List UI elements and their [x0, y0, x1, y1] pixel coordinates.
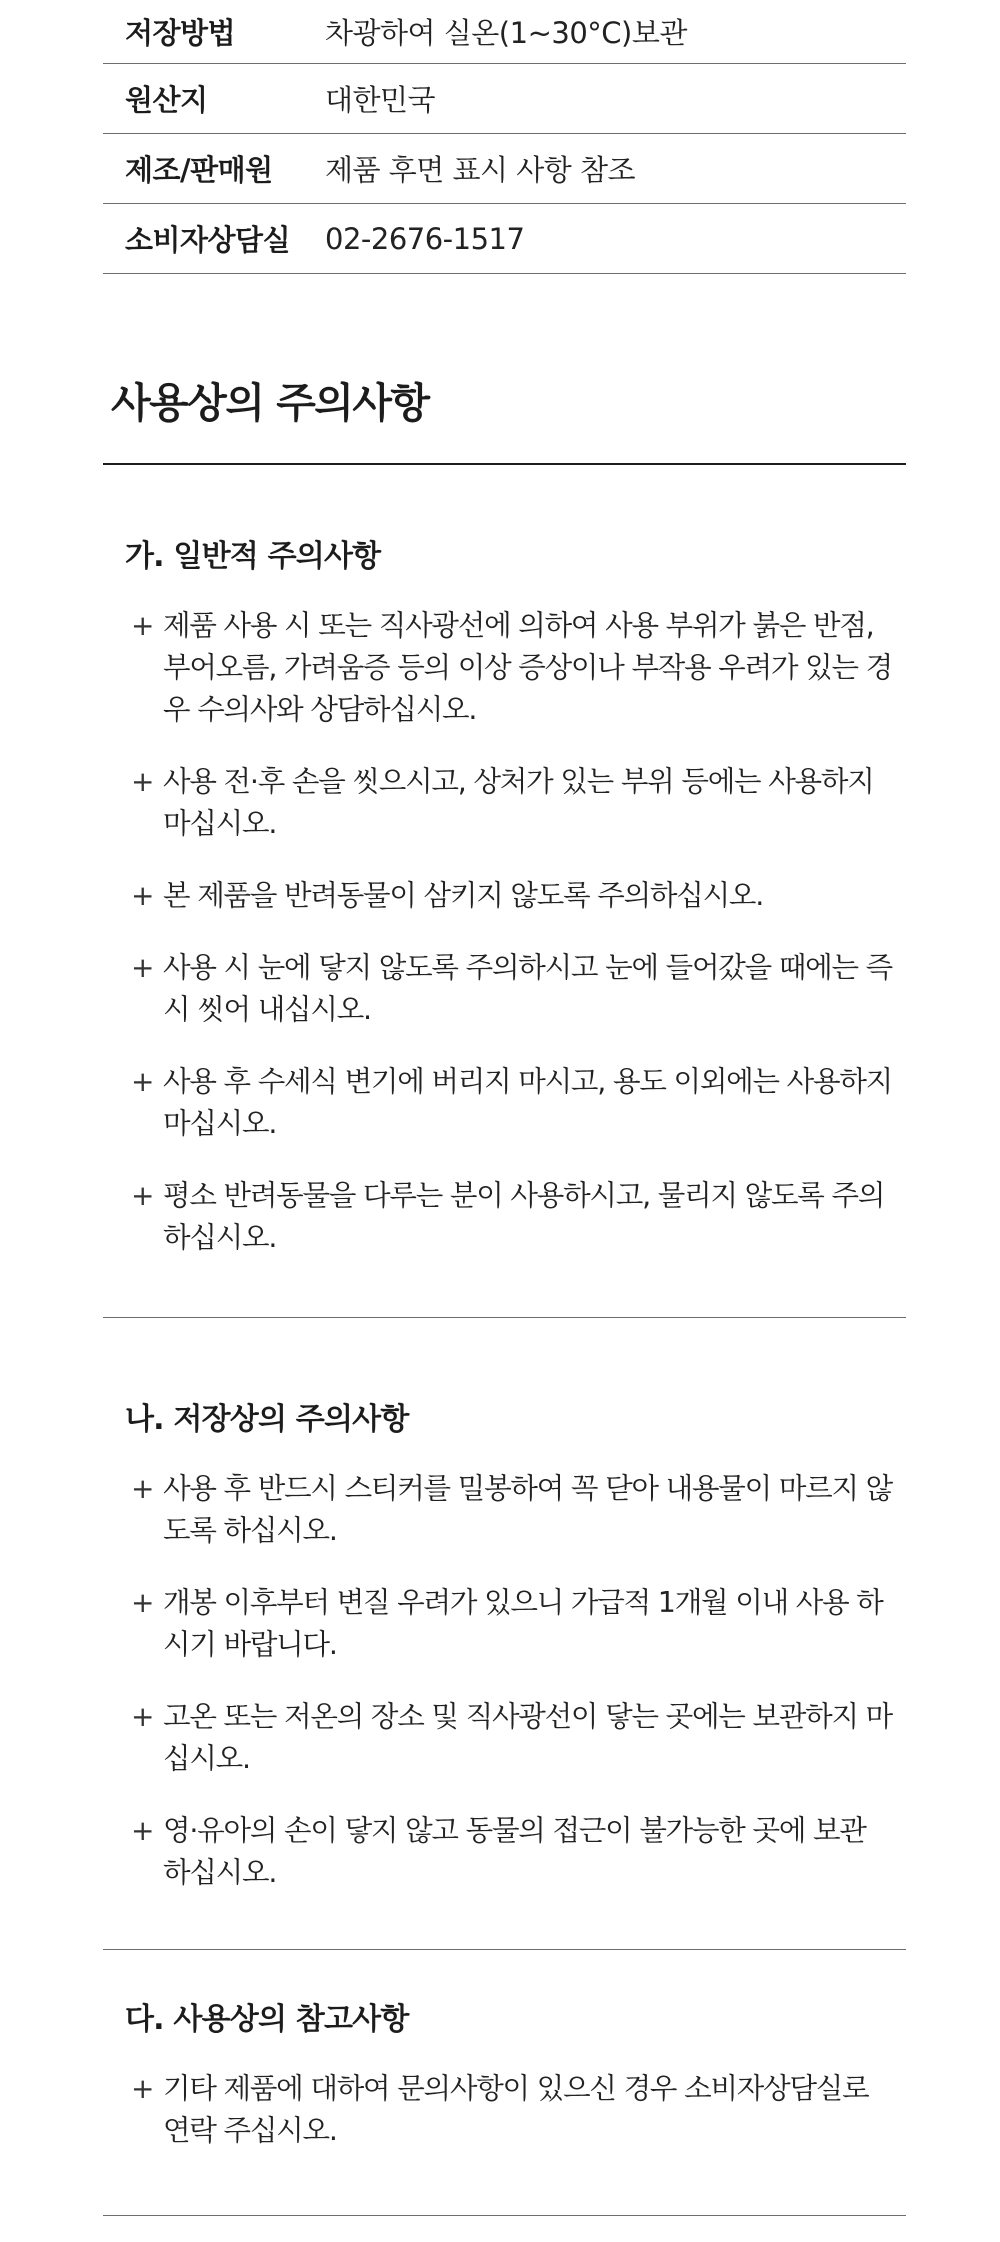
plus-icon: +	[131, 1586, 154, 1620]
precaution-list	[103, 2068, 906, 2152]
list-item	[103, 605, 906, 731]
item-text: 개봉 이후부터 변질 우려가 있으니 가급적 1개월 이내 사용 하시기 바랍니다.	[163, 1586, 883, 1662]
group-title: 다. 사용상의 참고사항	[125, 2002, 409, 2038]
plus-icon: +	[131, 609, 154, 643]
plus-icon: +	[131, 879, 154, 913]
spec-key: 제조/판매원	[125, 153, 273, 187]
plus-icon: +	[131, 1472, 154, 1506]
item-text: 사용 후 반드시 스티커를 밀봉하여 꼭 닫아 내용물이 마르지 않도록 하십시오.	[163, 1472, 893, 1548]
plus-icon: +	[131, 1814, 154, 1848]
precaution-group-reference	[103, 1950, 906, 2216]
precaution-list	[103, 605, 906, 1259]
item-text: 고온 또는 저온의 장소 및 직사광선이 닿는 곳에는 보관하지 마십시오.	[163, 1700, 893, 1776]
list-item	[103, 1175, 906, 1259]
plus-icon: +	[131, 1700, 154, 1734]
item-text: 본 제품을 반려동물이 삼키지 않도록 주의하십시오.	[163, 879, 764, 913]
plus-icon: +	[131, 1179, 154, 1213]
plus-icon: +	[131, 1065, 154, 1099]
plus-icon: +	[131, 951, 154, 985]
spec-key: 원산지	[125, 83, 208, 117]
spec-table	[103, 0, 906, 274]
spec-key: 소비자상담실	[125, 223, 291, 257]
list-item	[103, 1810, 906, 1894]
section-title: 사용상의 주의사항	[103, 370, 906, 465]
list-item	[103, 761, 906, 845]
spec-key: 저장방법	[125, 16, 236, 50]
group-title: 나. 저장상의 주의사항	[125, 1402, 409, 1438]
list-item	[103, 1696, 906, 1780]
list-item	[103, 2068, 906, 2152]
spec-row-origin	[103, 64, 906, 134]
precaution-group-general	[103, 499, 906, 1318]
spec-value: 차광하여 실온(1~30°C)보관	[325, 16, 687, 50]
item-text: 영·유아의 손이 닿지 않고 동물의 접근이 불가능한 곳에 보관 하십시오.	[163, 1814, 866, 1890]
list-item	[103, 875, 906, 917]
spec-row-consumer-center	[103, 204, 906, 274]
group-title: 가. 일반적 주의사항	[125, 539, 381, 575]
plus-icon: +	[131, 2072, 154, 2106]
list-item	[103, 1468, 906, 1552]
product-info-page	[103, 0, 906, 2216]
spec-row-storage	[103, 0, 906, 64]
item-text: 제품 사용 시 또는 직사광선에 의하여 사용 부위가 붉은 반점, 부어오름, 가려움증 등의 이상 증상이나 부작용 우려가 있는 경우 수의사와 상담하십시오.	[163, 609, 893, 727]
list-item	[103, 1061, 906, 1145]
precaution-list	[103, 1468, 906, 1894]
item-text: 사용 시 눈에 닿지 않도록 주의하시고 눈에 들어갔을 때에는 즉시 씻어 내십시오.	[163, 951, 893, 1027]
list-item	[103, 1582, 906, 1666]
spec-row-manufacturer	[103, 134, 906, 204]
item-text: 평소 반려동물을 다루는 분이 사용하시고, 물리지 않도록 주의 하십시오.	[163, 1179, 885, 1255]
precaution-group-storage	[103, 1318, 906, 1950]
list-item	[103, 947, 906, 1031]
spec-value: 02-2676-1517	[325, 221, 525, 256]
item-text: 사용 후 수세식 변기에 버리지 마시고, 용도 이외에는 사용하지 마십시오.	[163, 1065, 893, 1141]
plus-icon: +	[131, 765, 154, 799]
item-text: 기타 제품에 대하여 문의사항이 있으신 경우 소비자상담실로 연락 주십시오.	[163, 2072, 869, 2148]
item-text: 사용 전·후 손을 씻으시고, 상처가 있는 부위 등에는 사용하지 마십시오.	[163, 765, 874, 841]
spec-value: 대한민국	[325, 83, 436, 117]
spec-value: 제품 후면 표시 사항 참조	[325, 153, 636, 187]
